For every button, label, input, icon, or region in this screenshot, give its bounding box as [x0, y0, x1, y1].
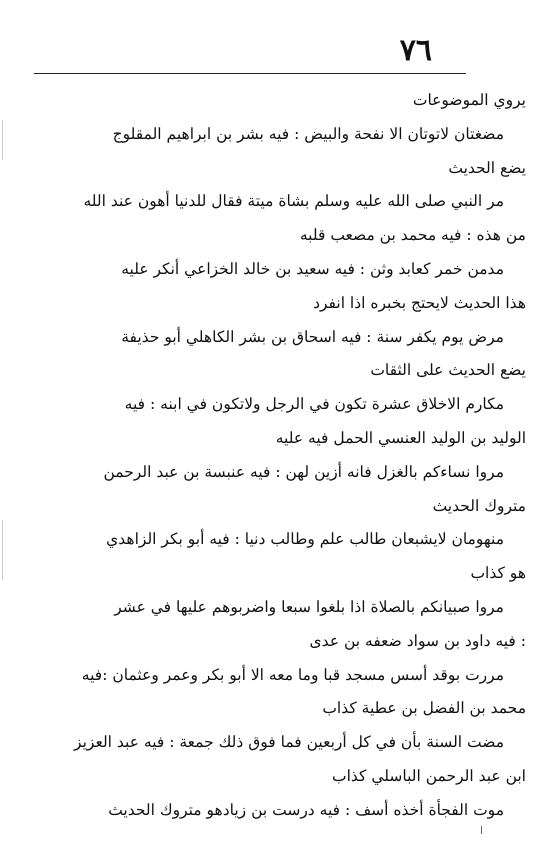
- text-line: من هذه : فيه محمد بن مصعب قلبه: [299, 226, 526, 245]
- text-line: هذا الحديث لايحتج بخبره اذا انفرد: [313, 293, 526, 312]
- text-line: مررت بوقد أسس مسجد قبا وما معه الا أبو بكر وعمر وعثمان :فيه: [81, 665, 504, 684]
- text-line: مدمن خمر كعابد وثن : فيه سعيد بن خالد الخزاعي أنكر عليه: [121, 259, 504, 278]
- text-line: متروك الحديث: [432, 496, 526, 515]
- page-number: ٧٦: [399, 33, 432, 68]
- text-line: مكارم الاخلاق عشرة تكون في الرجل ولاتكون في ابنه : فيه: [124, 395, 504, 414]
- text-line: مضغتان لاتوتان الا نفحة والبيض : فيه بشر بن ابراهيم المقلوج: [112, 124, 504, 143]
- text-line: يروي الموضوعات: [412, 91, 526, 109]
- text-line: ابن عبد الرحمن الباسلي كذاب: [332, 766, 526, 785]
- binding-shadow: [2, 520, 3, 580]
- page-edge-mark: [481, 826, 482, 834]
- text-line: يضع الحديث على الثقات: [370, 361, 526, 380]
- text-line: هو كذاب: [470, 564, 526, 583]
- header-rule: [34, 73, 466, 74]
- text-line: : فيه داود بن سواد ضعفه بن عدى: [309, 631, 526, 650]
- text-line: محمد بن الفضل بن عطية كذاب: [322, 699, 526, 718]
- binding-shadow: [2, 120, 3, 160]
- text-line: مضت السنة بأن في كل أربعين فما فوق ذلك جمعة : فيه عبد العزيز: [74, 733, 504, 752]
- text-line: الوليد بن الوليد العنسي الحمل فيه عليه: [275, 428, 526, 447]
- text-line: يضع الحديث: [448, 158, 526, 177]
- text-line: منهومان لايشبعان طالب علم وطالب دنيا : فيه أبو بكر الزاهدي: [106, 530, 504, 549]
- text-line: موت الفجأة أخذه أسف : فيه درست بن زيادهو متروك الحديث: [108, 800, 504, 819]
- page-body: [40, 84, 526, 828]
- text-line: مروا نساءكم بالغزل فانه أزين لهن : فيه عنبسة بن عبد الرحمن: [103, 462, 504, 481]
- text-line: مروا صبيانكم بالصلاة اذا بلغوا سبعا واضربوهم عليها في عشر: [114, 597, 504, 616]
- text-line: مرض يوم يكفر سنة : فيه اسحاق بن بشر الكاهلي أبو حذيفة: [121, 327, 504, 346]
- text-line: مر النبي صلى الله عليه وسلم بشاة ميتة فقال للدنيا أهون عند الله: [83, 192, 504, 211]
